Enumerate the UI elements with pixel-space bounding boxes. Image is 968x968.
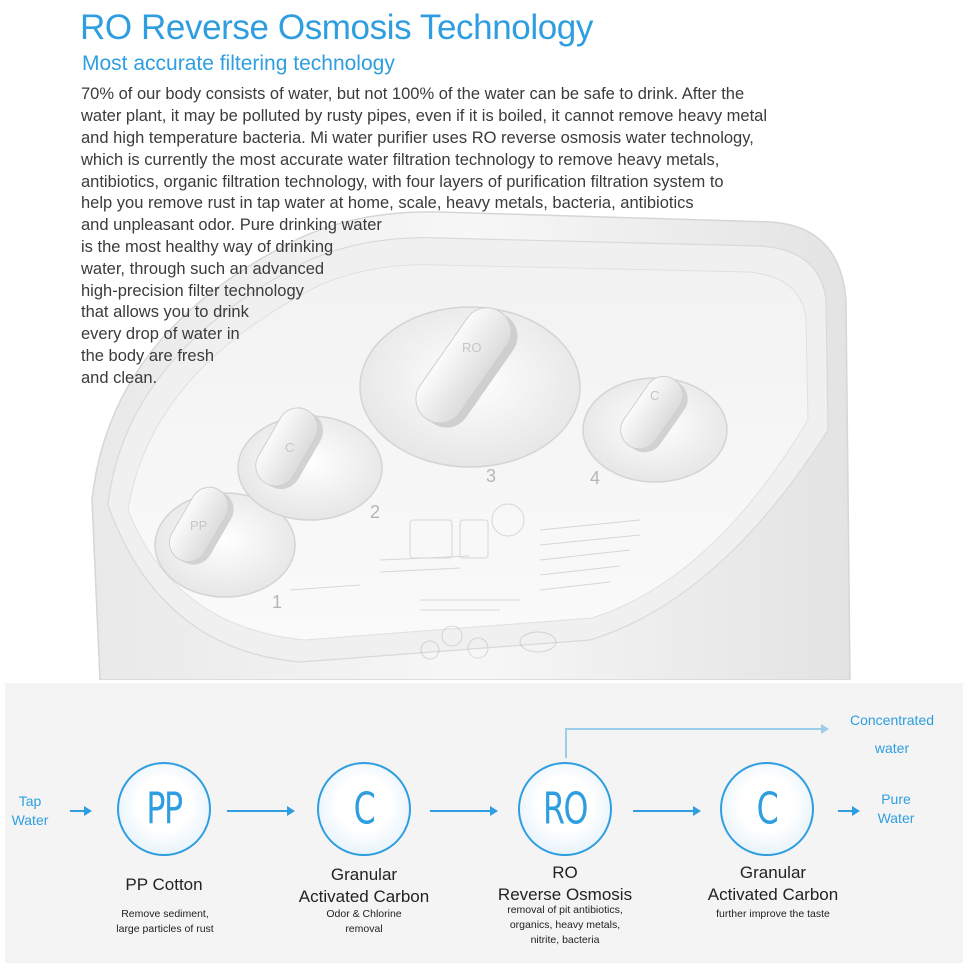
stage-pp-description: Remove sediment, large particles of rust [116,908,214,935]
stage-pp-name: PP Cotton [125,875,203,894]
stage-pp-circle [117,762,211,856]
stage-carbon-1-name: Granular Activated Carbon [298,865,430,906]
paragraph-line: 70% of our body consists of water, but not 100% of the water can be safe to drink. After the [81,85,745,103]
arrow-icon [70,810,90,812]
svg-text:C: C [285,440,295,455]
stage-ro-description: removal of pit antibiotics, organics, heavy metals, nitrite, bacteria [507,904,623,946]
paragraph-line: every drop of water in [81,325,240,343]
svg-text:RO: RO [462,340,482,355]
svg-text:PP: PP [190,518,208,533]
stage-ro-circle [518,762,612,856]
paragraph-line: and clean. [81,369,158,387]
stage-carbon-1-circle [317,762,411,856]
paragraph-line: help you remove rust in tap water at home, scale, heavy metals, bacteria, antibiotics [81,194,694,212]
stage-carbon-1-code: C [353,783,375,835]
paragraph-line: is the most healthy way of drinking [81,238,334,256]
paragraph-line: antibiotics, organic filtration technology, with four layers of purification filtration system to [81,173,724,191]
svg-text:4: 4 [590,468,601,488]
paragraph-line: that allows you to drink [81,303,249,321]
stage-carbon-1-description: Odor & Chlorine removal [326,908,402,935]
svg-text:1: 1 [272,592,283,612]
stage-carbon-2-circle [720,762,814,856]
stage-ro-name: RO Reverse Osmosis [497,863,633,904]
svg-text:3: 3 [486,466,497,486]
stage-carbon-2-code: C [756,783,778,835]
arrow-icon [227,810,293,812]
stage-ro-code: RO [542,783,588,835]
tap-water-label: Tap Water [11,793,49,828]
concentrated-water-label: Concentrated water [849,712,935,756]
paragraph-line: and high temperature bacteria. Mi water purifier uses RO reverse osmosis water technology, [81,129,754,147]
paragraph-line: water plant, it may be polluted by rusty pipes, even if it is boiled, it cannot remove heavy metal [81,107,768,125]
concentrate-arrow-icon [565,728,823,730]
pure-water-label: Pure Water [877,791,915,826]
paragraph-line: which is currently the most accurate water filtration technology to remove heavy metals, [81,151,720,169]
arrow-icon [838,810,858,812]
paragraph-line: and unpleasant odor. Pure drinking water [81,216,382,234]
paragraph-line: high-precision filter technology [81,282,304,300]
svg-text:2: 2 [370,502,381,522]
stage-pp-code: PP [146,783,182,835]
paragraph-line: water, through such an advanced [81,260,325,278]
svg-text:C: C [650,388,660,403]
stage-carbon-2-name: Granular Activated Carbon [707,863,839,904]
concentrate-branch-line [565,728,567,758]
arrow-icon [633,810,699,812]
paragraph-line: the body are fresh [81,347,214,365]
page-subtitle: Most accurate filtering technology [82,52,395,75]
page-title: RO Reverse Osmosis Technology [80,8,593,47]
stage-carbon-2-description: further improve the taste [716,908,830,920]
arrow-icon [430,810,496,812]
